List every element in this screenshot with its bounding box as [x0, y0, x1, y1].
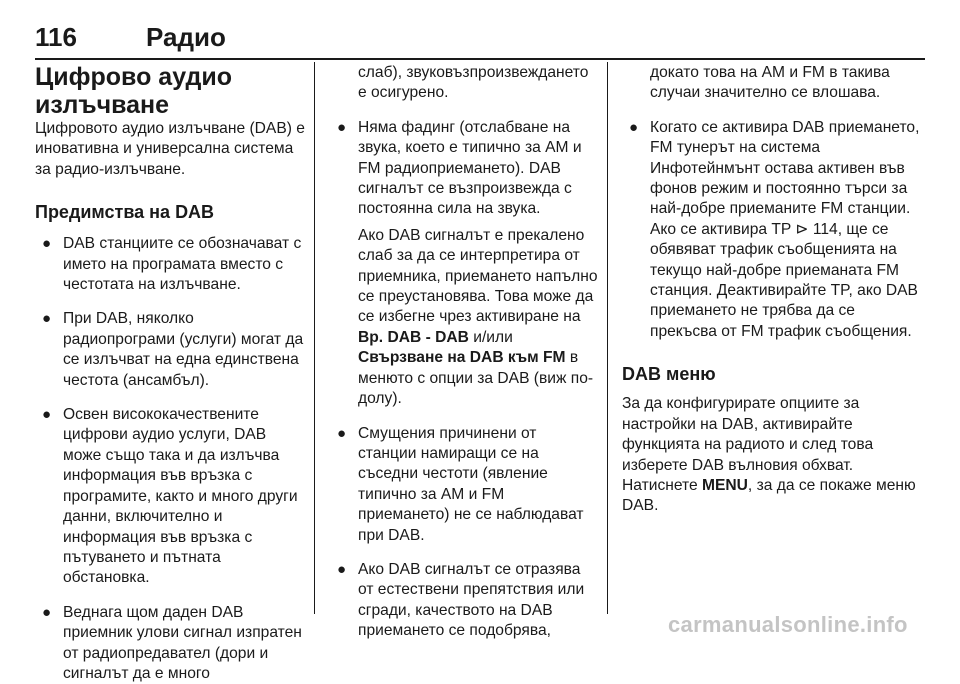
bullet-icon: ●	[337, 560, 347, 578]
option-dab-dab: Вр. DAB - DAB	[358, 328, 469, 346]
column-divider-1	[314, 62, 315, 614]
intro-paragraph: Цифровото аудио излъчване (DAB) е иновативна и универсална система за радио-излъчване.	[35, 120, 305, 178]
page-ref-arrow-icon: ⊳	[795, 220, 809, 238]
advantages-heading: Предимства на DAB	[35, 202, 215, 223]
column-divider-2	[607, 62, 608, 614]
list-item: ● При DAB, няколко радиопрограми (услуги) могат да се излъчват на една единствена честота (ансамбъл).	[42, 310, 304, 389]
page-number: 116	[35, 22, 77, 52]
bullet-icon: ●	[42, 603, 52, 621]
column-1	[35, 63, 307, 684]
list-item: ● DAB станциите се обозначават с името на програмата вместо с честотата на излъчване.	[42, 235, 302, 294]
list-item: ● Освен висококачествените цифрови аудио услуги, DAB може също така и да излъчва информация във връзка с програмите, както и много други данни, включително и информация във връзка с пътуването и пътната обстановка.	[42, 406, 298, 587]
list-item: ● Няма фадинг (отслабване на звука, което е типично за AM и FM радиоприемането). DAB сигналът се възпроизвежда с постоянна сила на звука. Ако DAB сигналът е прекалено слаб за да се интерпретира от приемника, приемането напълно се преустановява. Това може да се избегне чрез активиране на Вр. DAB - DAB и/или Свързване на DAB към FM в менюто с опции за DAB (виж по-долу).	[330, 118, 598, 410]
menu-button-label: MENU	[702, 476, 748, 494]
dab-fallback-paragraph: Ако DAB сигналът е прекалено слаб за да се интерпретира от приемника, приемането напълно се преустановява. Това може да се избегне чрез активиране на Вр. DAB - DAB и/или Свързване на DAB към FM в менюто с опции за DAB (виж по-долу).	[358, 226, 598, 408]
option-dab-fm: Свързване на DAB към FM	[358, 349, 566, 367]
header-rule	[35, 58, 925, 60]
watermark: carmanualsonline.info	[668, 612, 908, 637]
page-header	[35, 22, 925, 58]
list-item-continued: слаб), звуковъзпроизвеждането е осигурено.	[358, 64, 589, 102]
list-item-continued: докато това на AM и FM в такива случаи значително се влошава.	[650, 64, 890, 102]
bullet-icon: ●	[629, 118, 639, 136]
bullet-icon: ●	[42, 310, 52, 328]
section-title: Радио	[146, 22, 226, 52]
dab-menu-heading: DAB меню	[622, 364, 716, 385]
main-heading: Цифрово аудио излъчване	[35, 63, 232, 119]
page-reference: 114	[812, 220, 838, 238]
bullet-icon: ●	[337, 118, 347, 136]
column-2	[330, 63, 598, 642]
list-item: ● Смущения причинени от станции намиращи се на съседни честоти (явление типично за AM и FM приемането) не се наблюдават при DAB.	[337, 424, 584, 544]
bullet-icon: ●	[42, 235, 52, 253]
list-item: ● Когато се активира DAB приемането, FM тунерът на система Инфотейнмънт остава активен във фонов режим и постоянно търси за най-добре приеманите FM станции. Ако се активира TP ⊳ 114, ще се обявяват трафик съобщенията на текущо най-добре приеманата FM станция. Деактивирайте TP, ако DAB приемането не трябва да се прекъсва от FM трафик съобщения.	[629, 118, 920, 340]
bullet-icon: ●	[337, 424, 347, 442]
list-item: ● Веднага щом даден DAB приемник улови сигнал изпратен от радиопредавател (дори и сигналът да е много	[42, 603, 302, 682]
bullet-icon: ●	[42, 406, 52, 424]
column-3	[622, 63, 922, 517]
dab-menu-paragraph: За да конфигурирате опциите за настройки на DAB, активирайте функцията на радиото и след това изберете DAB вълновия обхват. Натиснете MENU, за да се покаже меню DAB.	[622, 395, 916, 515]
list-item: ● Ако DAB сигналът се отразява от естествени препятствия или сгради, качеството на DAB приемането се подобрява,	[337, 560, 585, 640]
